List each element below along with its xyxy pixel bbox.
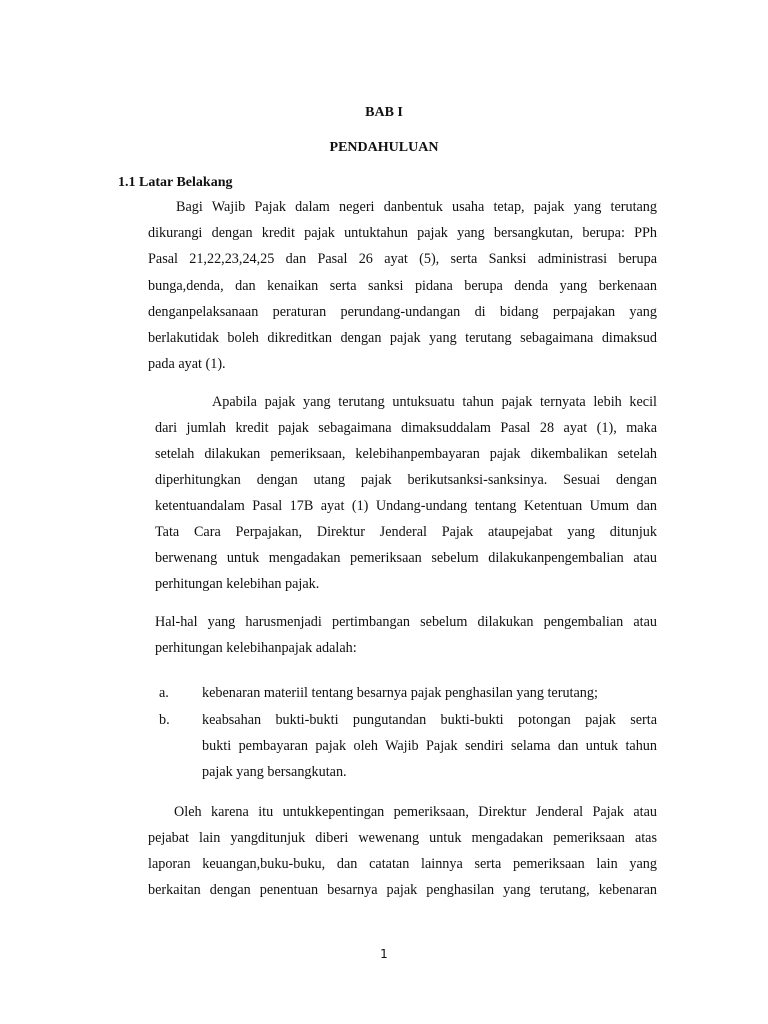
list-item-text: bukti pembayaran pajak oleh Wajib Pajak sendiri selama dan untuk tahun bbox=[202, 738, 657, 754]
paragraph-line: berlakutidak boleh dikreditkan dengan pajak yang terutang sebagaimana dimaksud bbox=[148, 330, 657, 346]
list-marker: b. bbox=[159, 712, 170, 728]
page-number: 1 bbox=[380, 947, 388, 961]
list-item-text: kebenaran materiil tentang besarnya pajak penghasilan yang terutang; bbox=[202, 685, 598, 701]
paragraph-line: Hal-hal yang harusmenjadi pertimbangan sebelum dilakukan pengembalian atau bbox=[155, 614, 657, 630]
paragraph-line: bunga,denda, dan kenaikan serta sanksi pidana berupa denda yang berkenaan bbox=[148, 278, 657, 294]
paragraph-line: Pasal 21,22,23,24,25 dan Pasal 26 ayat (5), serta Sanksi administrasi berupa bbox=[148, 251, 657, 267]
paragraph-line: berkaitan dengan penentuan besarnya pajak penghasilan yang terutang, kebenaran bbox=[148, 882, 657, 898]
paragraph-line: Oleh karena itu untukkepentingan pemeriksaan, Direktur Jenderal Pajak atau bbox=[174, 804, 657, 820]
paragraph-line: perhitungan kelebihanpajak adalah: bbox=[155, 640, 357, 656]
paragraph-line: Tata Cara Perpajakan, Direktur Jenderal Pajak ataupejabat yang ditunjuk bbox=[155, 524, 657, 540]
paragraph-line: diperhitungkan dengan utang pajak berikutsanksi-sanksinya. Sesuai dengan bbox=[155, 472, 657, 488]
paragraph-line: Bagi Wajib Pajak dalam negeri danbentuk usaha tetap, pajak yang terutang bbox=[176, 199, 657, 215]
paragraph-line: laporan keuangan,buku-buku, dan catatan lainnya serta pemeriksaan lain yang bbox=[148, 856, 657, 872]
list-marker: a. bbox=[159, 685, 169, 701]
paragraph-line: Apabila pajak yang terutang untuksuatu tahun pajak ternyata lebih kecil bbox=[212, 394, 657, 410]
list-item-text: pajak yang bersangkutan. bbox=[202, 764, 347, 780]
paragraph-line: dari jumlah kredit pajak sebagaimana dimaksuddalam Pasal 28 ayat (1), maka bbox=[155, 420, 657, 436]
paragraph-line: dikurangi dengan kredit pajak untuktahun pajak yang bersangkutan, berupa: PPh bbox=[148, 225, 657, 241]
paragraph-line: pada ayat (1). bbox=[148, 356, 226, 372]
paragraph-line: pejabat lain yangditunjuk diberi wewenang untuk mengadakan pemeriksaan atas bbox=[148, 830, 657, 846]
paragraph-line: ketentuandalam Pasal 17B ayat (1) Undang-undang tentang Ketentuan Umum dan bbox=[155, 498, 657, 514]
paragraph-line: berwenang untuk mengadakan pemeriksaan sebelum dilakukanpengembalian atau bbox=[155, 550, 657, 566]
list-item-text: keabsahan bukti-bukti pungutandan bukti-bukti potongan pajak serta bbox=[202, 712, 657, 728]
paragraph-line: denganpelaksanaan peraturan perundang-undangan di bidang perpajakan yang bbox=[148, 304, 657, 320]
chapter-label: BAB I bbox=[365, 105, 403, 120]
section-heading: 1.1 Latar Belakang bbox=[118, 175, 233, 190]
paragraph-line: setelah dilakukan pemeriksaan, kelebihanpembayaran pajak dikembalikan setelah bbox=[155, 446, 657, 462]
paragraph-line: perhitungan kelebihan pajak. bbox=[155, 576, 320, 592]
chapter-title: PENDAHULUAN bbox=[329, 140, 439, 155]
